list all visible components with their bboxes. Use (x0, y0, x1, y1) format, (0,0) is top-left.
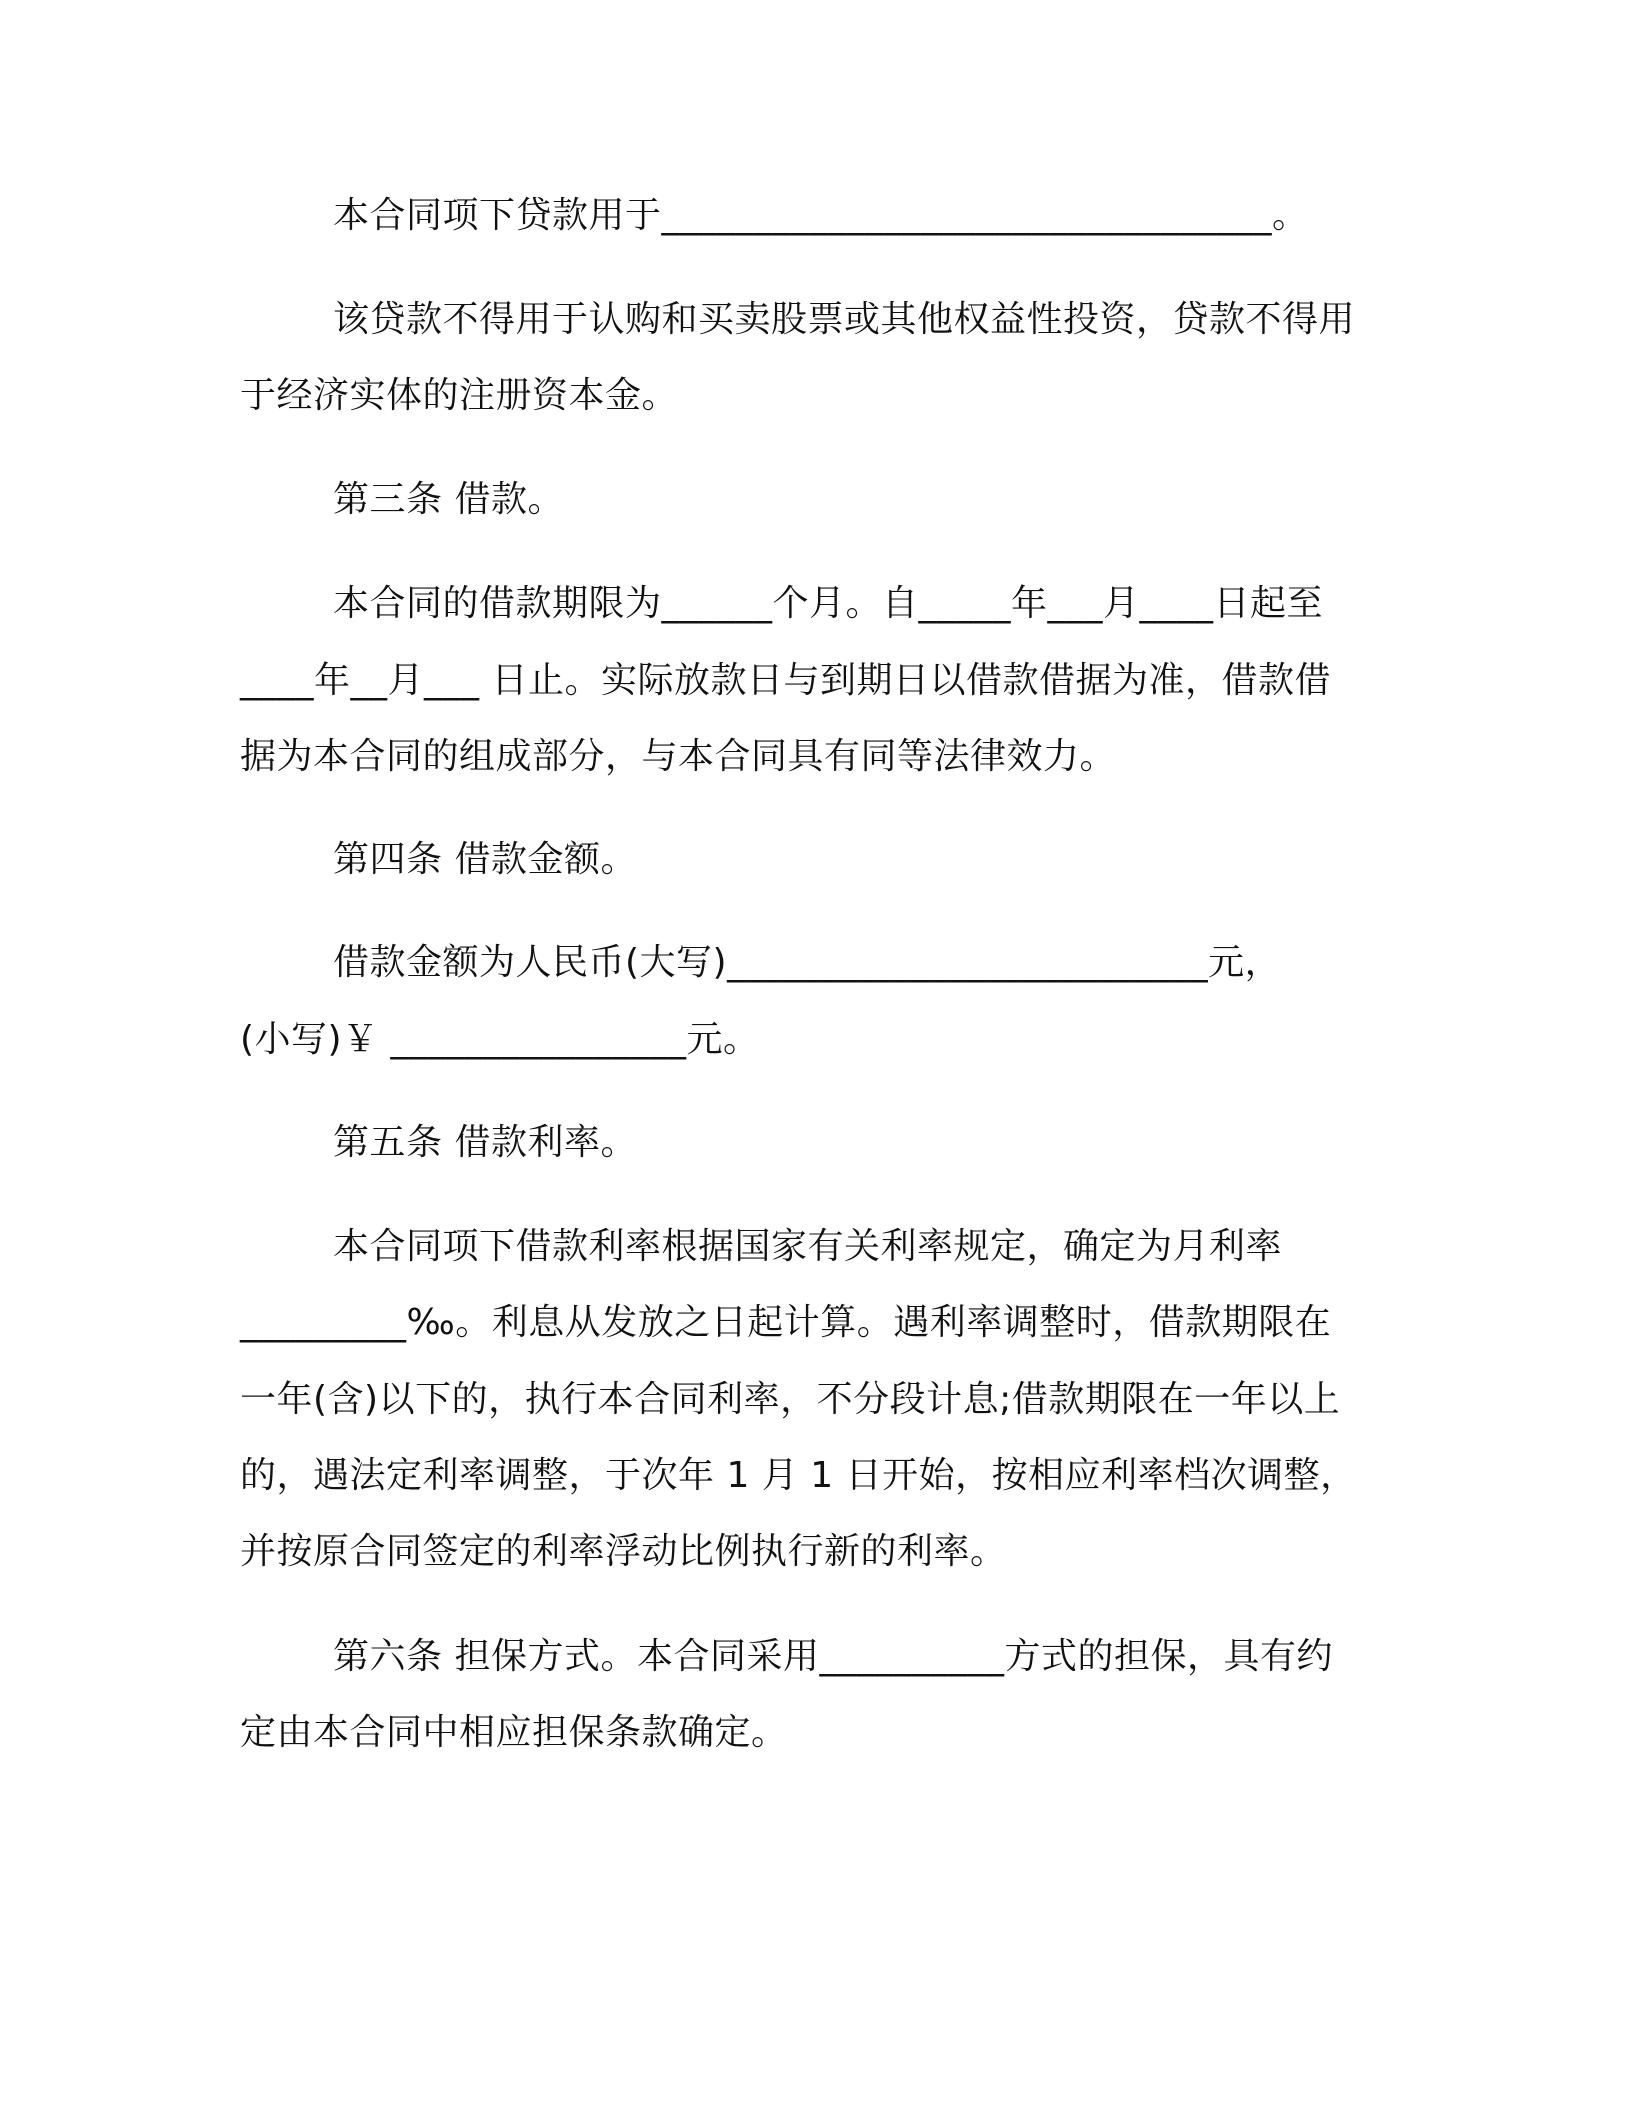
paragraph-line: 借款金额为人民币(大写)__________________________元， (333, 942, 1282, 983)
article-5-heading: 第五条 借款利率。 (333, 1122, 637, 1163)
paragraph-line: 于经济实体的注册资本金。 (240, 375, 679, 416)
article-4-heading: 第四条 借款金额。 (333, 839, 637, 880)
paragraph-line: 定由本合同中相应担保条款确定。 (240, 1712, 788, 1753)
paragraph-line: 一年(含)以下的，执行本合同利率，不分段计息;借款期限在一年以上 (240, 1379, 1341, 1420)
article-6-heading: 第六条 担保方式。本合同采用__________方式的担保，具有约 (333, 1636, 1333, 1677)
paragraph-line: (小写)￥ ________________元。 (240, 1019, 760, 1060)
article-3-heading: 第三条 借款。 (333, 479, 564, 520)
paragraph-line: _________‰。利息从发放之日起计算。遇利率调整时，借款期限在 (240, 1302, 1332, 1343)
paragraph-line: 该贷款不得用于认购和买卖股票或其他权益性投资，贷款不得用 (333, 299, 1356, 340)
paragraph-line: 的，遇法定利率调整，于次年 1 月 1 日开始，按相应利率档次调整， (240, 1455, 1357, 1496)
paragraph-line: 本合同的借款期限为______个月。自_____年___月____日起至 (333, 583, 1324, 624)
paragraph-line: 并按原合同签定的利率浮动比例执行新的利率。 (240, 1531, 1007, 1572)
loan-purpose-line: 本合同项下贷款用于_________________________________。 (333, 195, 1309, 236)
paragraph-line: ____年__月___ 日止。实际放款日与到期日以借款借据为准，借款借 (240, 660, 1331, 701)
paragraph-line: 本合同项下借款利率根据国家有关利率规定，确定为月利率 (333, 1226, 1283, 1267)
paragraph-line: 据为本合同的组成部分，与本合同具有同等法律效力。 (240, 736, 1117, 777)
